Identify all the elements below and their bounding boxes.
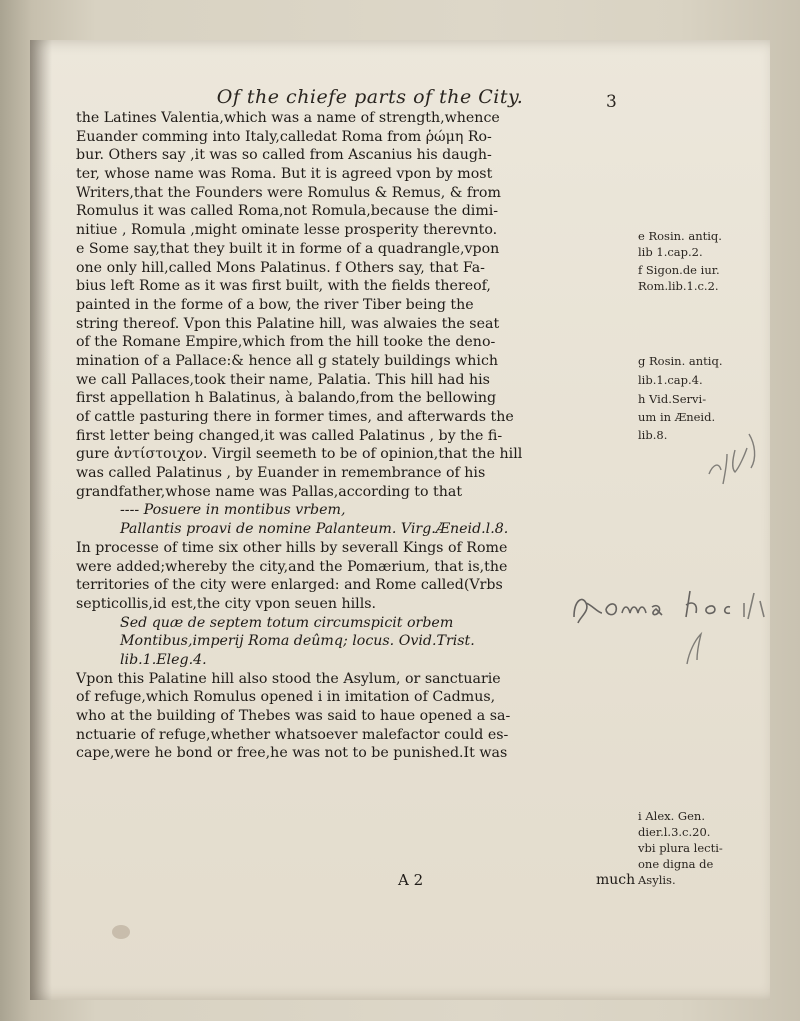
body-line: of the Romane Empire,which from the hill tooke the deno-	[76, 334, 496, 351]
margin-note: lib 1.cap.2.	[638, 245, 703, 259]
margin-scribble	[705, 424, 765, 494]
body-line: grandfather,whose name was Pallas,according to that	[76, 483, 463, 500]
body-line: bur. Others say ,it was so called from Ascanius his daugh-	[76, 147, 492, 164]
margin-note: Rom.lib.1.c.2.	[638, 279, 719, 293]
body-text	[76, 109, 676, 763]
body-line: Romulus it was called Roma,not Romula,because the dimi-	[76, 203, 499, 220]
body-line: In processe of time six other hills by severall Kings of Rome	[76, 539, 508, 556]
body-line: one only hill,called Mons Palatinus. f Others say, that Fa-	[76, 259, 485, 276]
page-number: 3	[606, 92, 617, 112]
verse-quote-line: Pallantis proavi de nomine Palanteum. Virg.Æneid.l.8.	[120, 521, 509, 538]
body-line: first appellation h Balatinus, à balando,from the bellowing	[76, 390, 497, 407]
margin-note: h Vid.Servi-	[638, 392, 707, 406]
ink-stain	[112, 925, 130, 939]
running-head: Of the chiefe parts of the City.	[216, 86, 524, 108]
body-line: cape,were he bond or free,he was not to be punished.It was	[76, 745, 508, 762]
body-line: e Some say,that they built it in forme of a quadrangle,vpon	[76, 240, 500, 257]
handwriting-word-right: hoc	[668, 629, 670, 630]
margin-note: vbi plura lecti-	[638, 841, 723, 855]
body-line: Euander comming into Italy,calledat Roma from ῥώμη Ro-	[76, 128, 492, 145]
margin-note: g Rosin. antiq.	[638, 354, 723, 368]
margin-note: i Alex. Gen.	[638, 809, 705, 823]
margin-note: lib.1.cap.4.	[638, 373, 703, 387]
margin-note: um in Æneid.	[638, 410, 716, 424]
margin-mark	[675, 630, 715, 670]
margin-note: lib.8.	[638, 428, 668, 442]
body-line: painted in the forme of a bow, the river Tiber being the	[76, 296, 474, 313]
margin-note: Asylis.	[638, 873, 676, 887]
body-line: who at the building of Thebes was said to haue opened a sa-	[76, 708, 511, 724]
body-line: bius left Rome as it was first built, with the fields thereof,	[76, 278, 491, 295]
gutter-shadow	[30, 40, 52, 1000]
body-line: of cattle pasturing there in former times, and afterwards the	[76, 409, 514, 425]
body-line: Vpon this Palatine hill also stood the Asylum, or sanctuarie	[76, 670, 501, 687]
body-line: nitiue , Romula ,might ominate lesse prosperity therevnto.	[76, 222, 498, 239]
handwriting-word-left: Roma	[568, 629, 571, 630]
body-line: nctuarie of refuge,whether whatsoever malefactor could es-	[76, 726, 509, 743]
body-line: the Latines Valentia,which was a name of strength,whence	[76, 110, 500, 126]
margin-note: one digna de	[638, 857, 714, 871]
body-line: territories of the city were enlarged: and Rome called(Vrbs	[76, 577, 503, 594]
verse-quote-line: Montibus,imperij Roma deûmq; locus. Ovid.Trist.	[120, 633, 475, 650]
body-line: first letter being changed,it was called Palatinus , by the fi-	[76, 427, 503, 444]
body-line: ter, whose name was Roma. But it is agreed vpon by most	[76, 166, 493, 183]
verse-quote-line: Sed quæ de septem totum circumspicit orbem	[120, 614, 454, 631]
margin-note: e Rosin. antiq.	[638, 229, 722, 243]
catchword: much	[596, 872, 636, 888]
body-line: mination of a Pallace:& hence all g stately buildings which	[76, 352, 499, 369]
body-line: gure ἀντίστοιχον. Virgil seemeth to be of opinion,that the hill	[76, 446, 523, 463]
body-line: were added;whereby the city,and the Pomærium, that is,the	[76, 558, 508, 575]
body-line: Writers,that the Founders were Romulus & Remus, & from	[76, 184, 501, 201]
handwritten-annotation	[568, 583, 778, 631]
margin-note: dier.l.3.c.20.	[638, 825, 711, 839]
body-line: septicollis,id est,the city vpon seuen hills.	[76, 595, 377, 612]
body-line: was called Palatinus , by Euander in remembrance of his	[76, 465, 486, 482]
verse-quote-line: lib.1.Eleg.4.	[120, 651, 207, 668]
body-line: string thereof. Vpon this Palatine hill, was alwaies the seat	[76, 315, 500, 332]
body-line: we call Pallaces,took their name, Palatia. This hill had his	[76, 371, 490, 388]
margin-note: f Sigon.de iur.	[638, 263, 720, 277]
signature-mark: A 2	[398, 871, 424, 889]
body-line: of refuge,which Romulus opened i in imitation of Cadmus,	[76, 689, 496, 706]
verse-quote-line: ---- Posuere in montibus vrbem,	[120, 502, 346, 519]
